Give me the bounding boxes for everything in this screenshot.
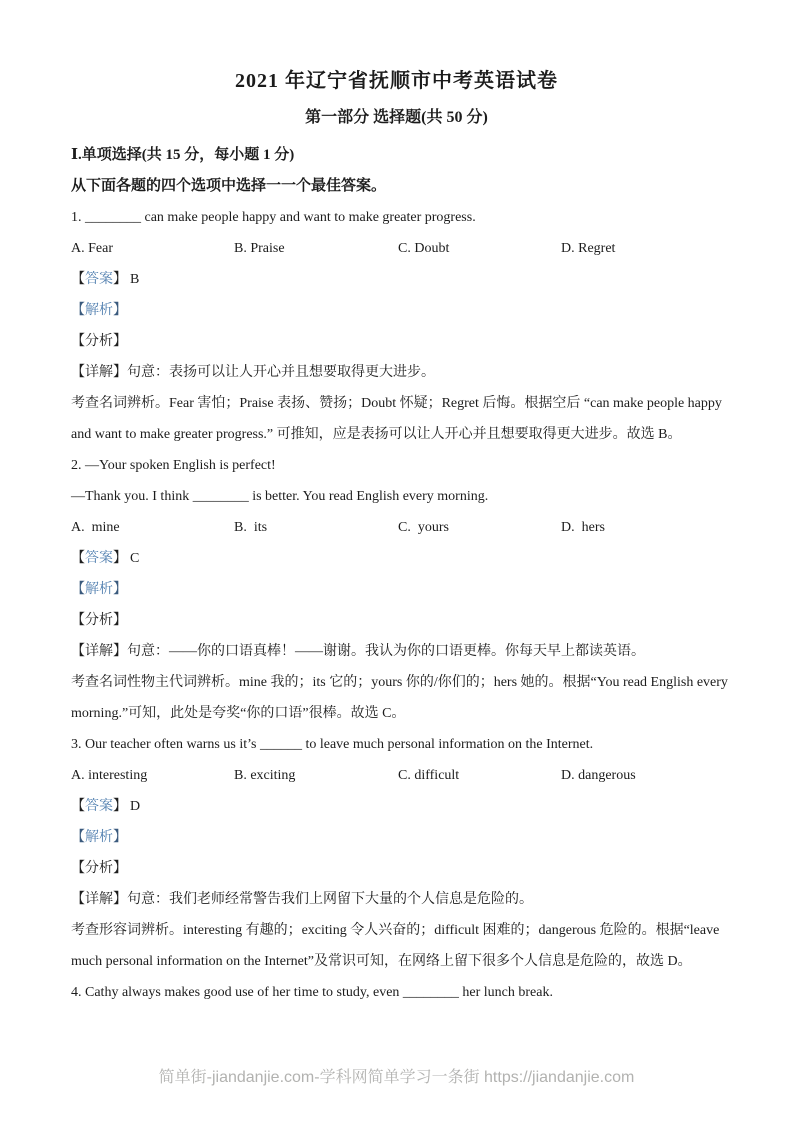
analysis-bracket-open: 【 [71,830,85,845]
analysis-bracket-close: 】 [113,830,127,845]
answer-bracket-close: 】 [113,272,127,287]
answer-line [71,791,722,822]
options-row [71,760,722,791]
detail-line-2: 考查名词性物主代词辨析。mine 我的；its 它的；yours 你的/你们的；hers 她的。根据“You read English every [71,675,728,690]
option-a: A. mine [71,520,120,535]
answer-bracket-close: 】 [113,551,127,566]
answer-bracket-open: 【 [71,272,85,287]
part-heading: Ⅰ.单项选择(共 15 分，每小题 1 分) [71,147,295,163]
question-stem-2: —Thank you. I think ________ is better. You read English every morning. [71,489,489,504]
analysis-bracket-open: 【 [71,303,85,318]
answer-line [71,543,722,574]
note-bracket-open: 【 [71,334,85,349]
detail-line-3: and want to make greater progress.” 可推知，应是表扬可以让人开心并且想要取得更大进步。故选 B。 [71,427,682,442]
analysis-label: 解析 [85,582,113,597]
option-b: B. exciting [234,768,296,783]
option-c: C. difficult [398,768,460,783]
answer-label: 答案 [85,272,113,287]
note-bracket-close: 】 [113,861,127,876]
option-b: B. Praise [234,241,285,256]
section-heading: 第一部分 选择题(共 50 分) [305,109,488,126]
instructions-line: 从下面各题的四个选项中选择一一个最佳答案。 [71,178,387,194]
option-c: C. Doubt [398,241,450,256]
analysis-line [71,295,722,326]
question-block-1 [71,202,722,450]
note-bracket-close: 】 [113,334,127,349]
note-bracket-close: 】 [113,613,127,628]
options-row [71,233,722,264]
answer-label: 答案 [85,799,113,814]
answer-bracket-close: 】 [113,799,127,814]
analysis-bracket-close: 】 [113,303,127,318]
detail-line-1: 【详解】句意：表扬可以让人开心并且想要取得更大进步。 [71,365,435,380]
analysis-label: 解析 [85,830,113,845]
analysis-label: 解析 [85,303,113,318]
note-bracket-open: 【 [71,613,85,628]
page-title: 2021 年辽宁省抚顺市中考英语试卷 [235,70,558,92]
note-line [71,326,722,357]
answer-value: B [130,272,140,287]
answer-value: C [130,551,140,566]
analysis-bracket-close: 】 [113,582,127,597]
detail-line-1: 【详解】句意：我们老师经常警告我们上网留下大量的个人信息是危险的。 [71,892,533,907]
question-stem: 2. —Your spoken English is perfect! [71,458,276,473]
question-4-stem: 4. Cathy always makes good use of her time to study, even ________ her lunch break. [71,985,553,1000]
detail-line-2: 考查形容词辨析。interesting 有趣的；exciting 令人兴奋的；difficult 困难的；dangerous 危险的。根据“leave [71,923,720,938]
analysis-bracket-open: 【 [71,582,85,597]
detail-line-2: 考查名词辨析。Fear 害怕；Praise 表扬、赞扬；Doubt 怀疑；Regret 后悔。根据空后 “can make people happy [71,396,722,411]
question-block-3 [71,729,722,977]
option-c: C. yours [398,520,449,535]
detail-line-3: morning.”可知，此处是夸奖“你的口语”很棒。故选 C。 [71,706,406,721]
detail-line-3: much personal information on the Internet”及常识可知，在网络上留下很多个人信息是危险的，故选 D。 [71,954,692,969]
option-a: A. interesting [71,768,148,783]
note-label: 分析 [85,334,113,349]
answer-label: 答案 [85,551,113,566]
question-block-2 [71,450,728,729]
analysis-line [71,822,722,853]
note-bracket-open: 【 [71,861,85,876]
note-line [71,853,722,884]
detail-line-1: 【详解】句意：——你的口语真棒！——谢谢。我认为你的口语更棒。你每天早上都读英语。 [71,644,645,659]
option-b: B. its [234,520,268,535]
answer-bracket-open: 【 [71,551,85,566]
answer-bracket-open: 【 [71,799,85,814]
answer-line [71,264,722,295]
option-d: D. dangerous [561,768,636,783]
options-row [71,512,722,543]
answer-value: D [130,799,141,814]
analysis-line [71,574,722,605]
note-label: 分析 [85,613,113,628]
footer-watermark: 简单街-jiandanjie.com-学科网简单学习一条街 https://jiandanjie.com [158,1069,635,1086]
option-d: D. hers [561,520,605,535]
question-stem: 3. Our teacher often warns us it’s ______ to leave much personal information on the Internet. [71,737,594,752]
question-stem: 1. ________ can make people happy and want to make greater progress. [71,210,476,225]
option-a: A. Fear [71,241,113,256]
note-line [71,605,722,636]
note-label: 分析 [85,861,113,876]
option-d: D. Regret [561,241,616,256]
